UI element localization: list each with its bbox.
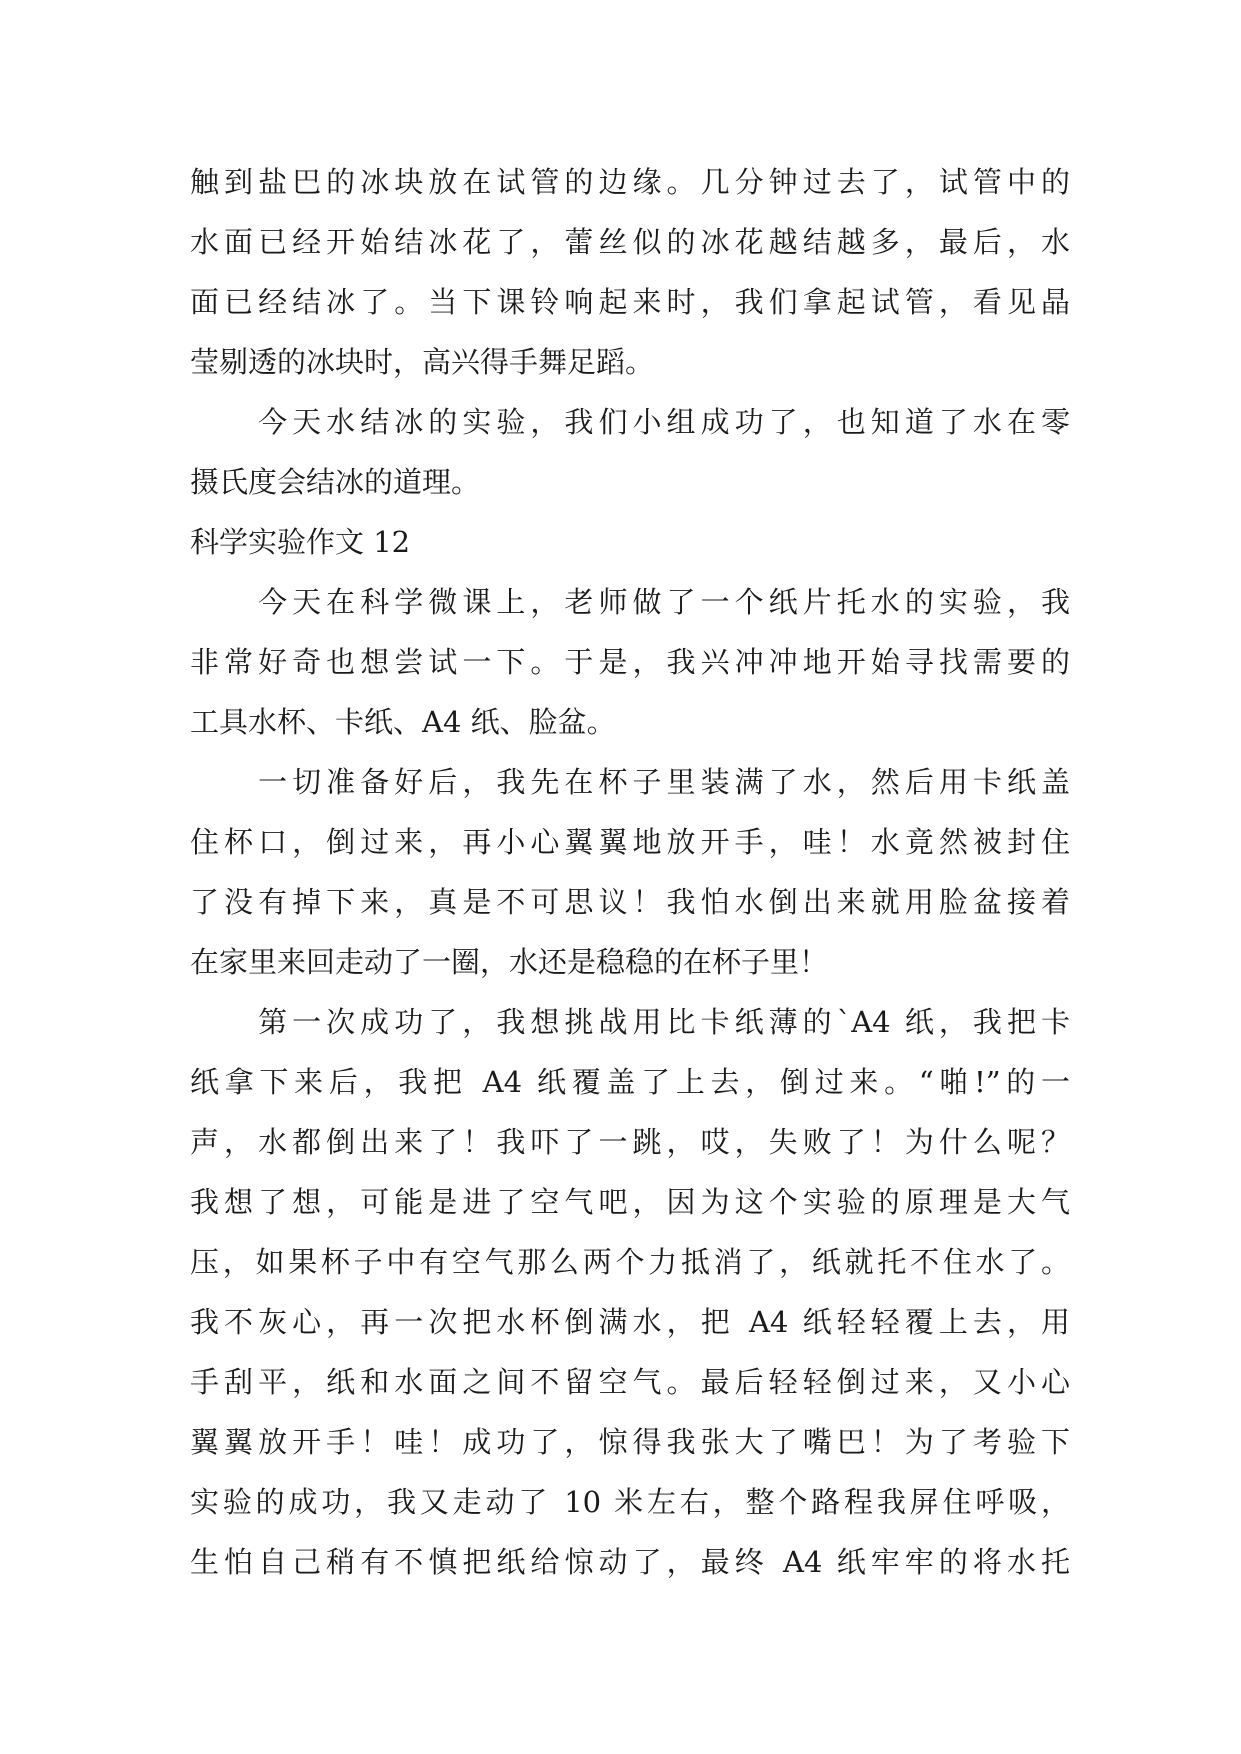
text-line: 一切准备好后，我先在杯子里装满了水，然后用卡纸盖 [190, 765, 1070, 799]
text-line: 今天在科学微课上，老师做了一个纸片托水的实验，我 [190, 585, 1070, 619]
text-line: 翼翼放开手！哇！成功了，惊得我张大了嘴巴！为了考验下 [190, 1425, 1070, 1459]
text-line: 水面已经开始结冰花了，蕾丝似的冰花越结越多，最后，水 [190, 225, 1070, 259]
text-line: 触到盐巴的冰块放在试管的边缘。几分钟过去了，试管中的 [190, 165, 1070, 199]
text-line: 我想了想，可能是进了空气吧，因为这个实验的原理是大气 [190, 1185, 1070, 1219]
text-line: 在家里来回走动了一圈，水还是稳稳的在杯子里！ [190, 945, 829, 979]
text-line: 非常好奇也想尝试一下。于是，我兴冲冲地开始寻找需要的 [190, 645, 1070, 679]
text-line: 摄氏度会结冰的道理。 [190, 465, 481, 499]
section-heading: 科学实验作文 12 [190, 525, 411, 559]
text-line: 工具水杯、卡纸、A4 纸、脸盆。 [190, 705, 616, 739]
text-line: 纸拿下来后，我把 A4 纸覆盖了上去，倒过来。“啪!”的一 [190, 1065, 1070, 1099]
text-line: 住杯口，倒过来，再小心翼翼地放开手，哇！水竟然被封住 [190, 825, 1070, 859]
text-line: 生怕自己稍有不慎把纸给惊动了，最终 A4 纸牢牢的将水托 [190, 1545, 1070, 1579]
text-line: 第一次成功了，我想挑战用比卡纸薄的`A4 纸，我把卡 [190, 1005, 1070, 1039]
text-line: 实验的成功，我又走动了 10 米左右，整个路程我屏住呼吸， [190, 1485, 1070, 1519]
document-body [190, 152, 1070, 1592]
text-line: 压，如果杯子中有空气那么两个力抵消了，纸就托不住水了。 [190, 1245, 1070, 1279]
text-line: 手刮平，纸和水面之间不留空气。最后轻轻倒过来，又小心 [190, 1365, 1070, 1399]
text-line: 莹剔透的冰块时，高兴得手舞足蹈。 [190, 345, 655, 379]
text-line: 了没有掉下来，真是不可思议！我怕水倒出来就用脸盆接着 [190, 885, 1070, 919]
text-line: 面已经结冰了。当下课铃响起来时，我们拿起试管，看见晶 [190, 285, 1070, 319]
text-line: 声，水都倒出来了！我吓了一跳，哎，失败了！为什么呢？ [190, 1125, 1070, 1159]
text-line: 今天水结冰的实验，我们小组成功了，也知道了水在零 [190, 405, 1070, 439]
text-line: 我不灰心，再一次把水杯倒满水，把 A4 纸轻轻覆上去，用 [190, 1305, 1070, 1339]
